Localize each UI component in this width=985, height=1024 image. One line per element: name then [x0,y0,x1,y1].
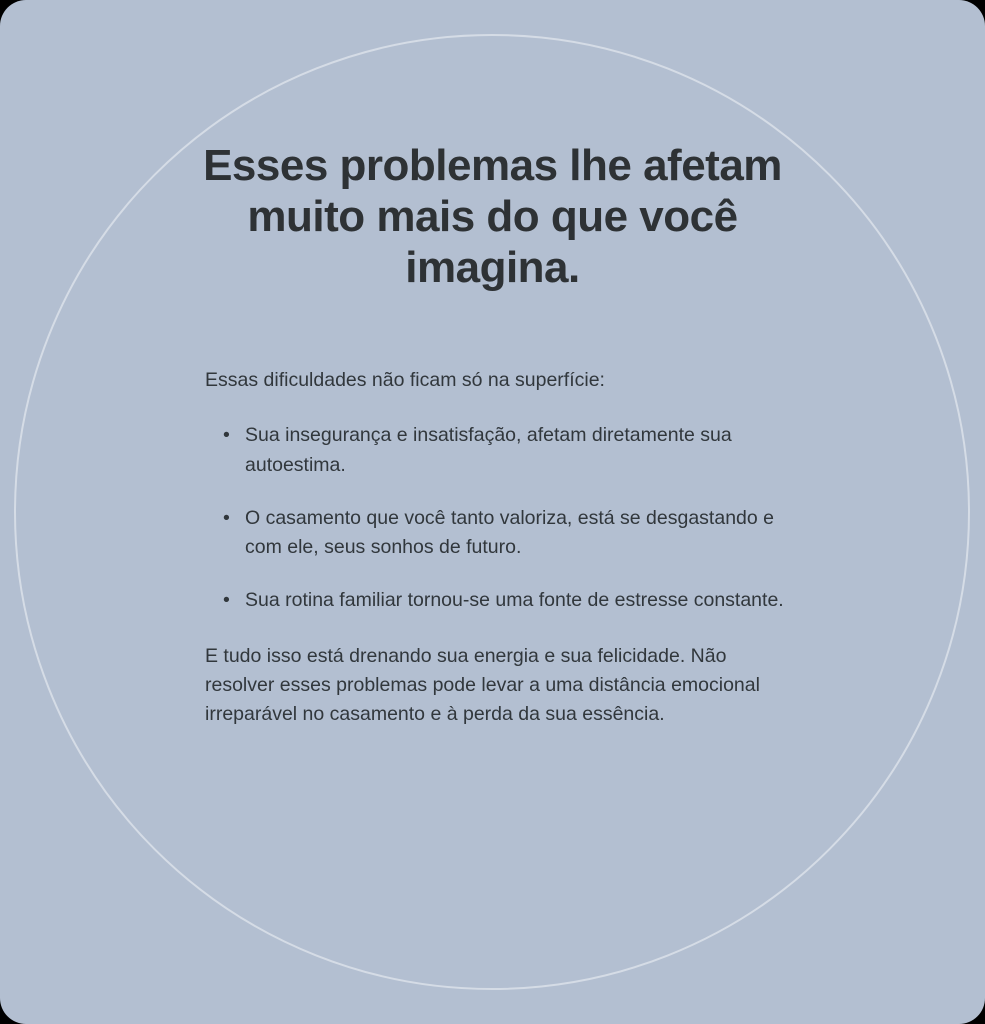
body-text-block [205,366,805,729]
page-title: Esses problemas lhe afetam muito mais do que você imagina. [203,141,782,292]
list-item [223,421,805,480]
list-item [223,586,805,615]
bullet-list [205,421,805,615]
list-item-label: Sua rotina familiar tornou-se uma fonte de estresse constante. [245,589,784,612]
list-item-label: O casamento que você tanto valoriza, está se desgastando e com ele, seus sonhos de futuro. [245,506,774,558]
bullet-marker-icon: • [223,506,230,529]
list-item-label: Sua insegurança e insatisfação, afetam diretamente sua autoestima. [245,424,732,476]
bullet-marker-icon: • [223,589,230,612]
list-item [223,504,805,563]
closing-paragraph: E tudo isso está drenando sua energia e sua felicidade. Não resolver esses problemas pode levar a uma distância emocional irreparável no casamento e à perda da sua essência. [205,644,760,725]
intro-paragraph: Essas dificuldades não ficam só na superfície: [205,369,605,391]
bullet-marker-icon: • [223,424,230,447]
